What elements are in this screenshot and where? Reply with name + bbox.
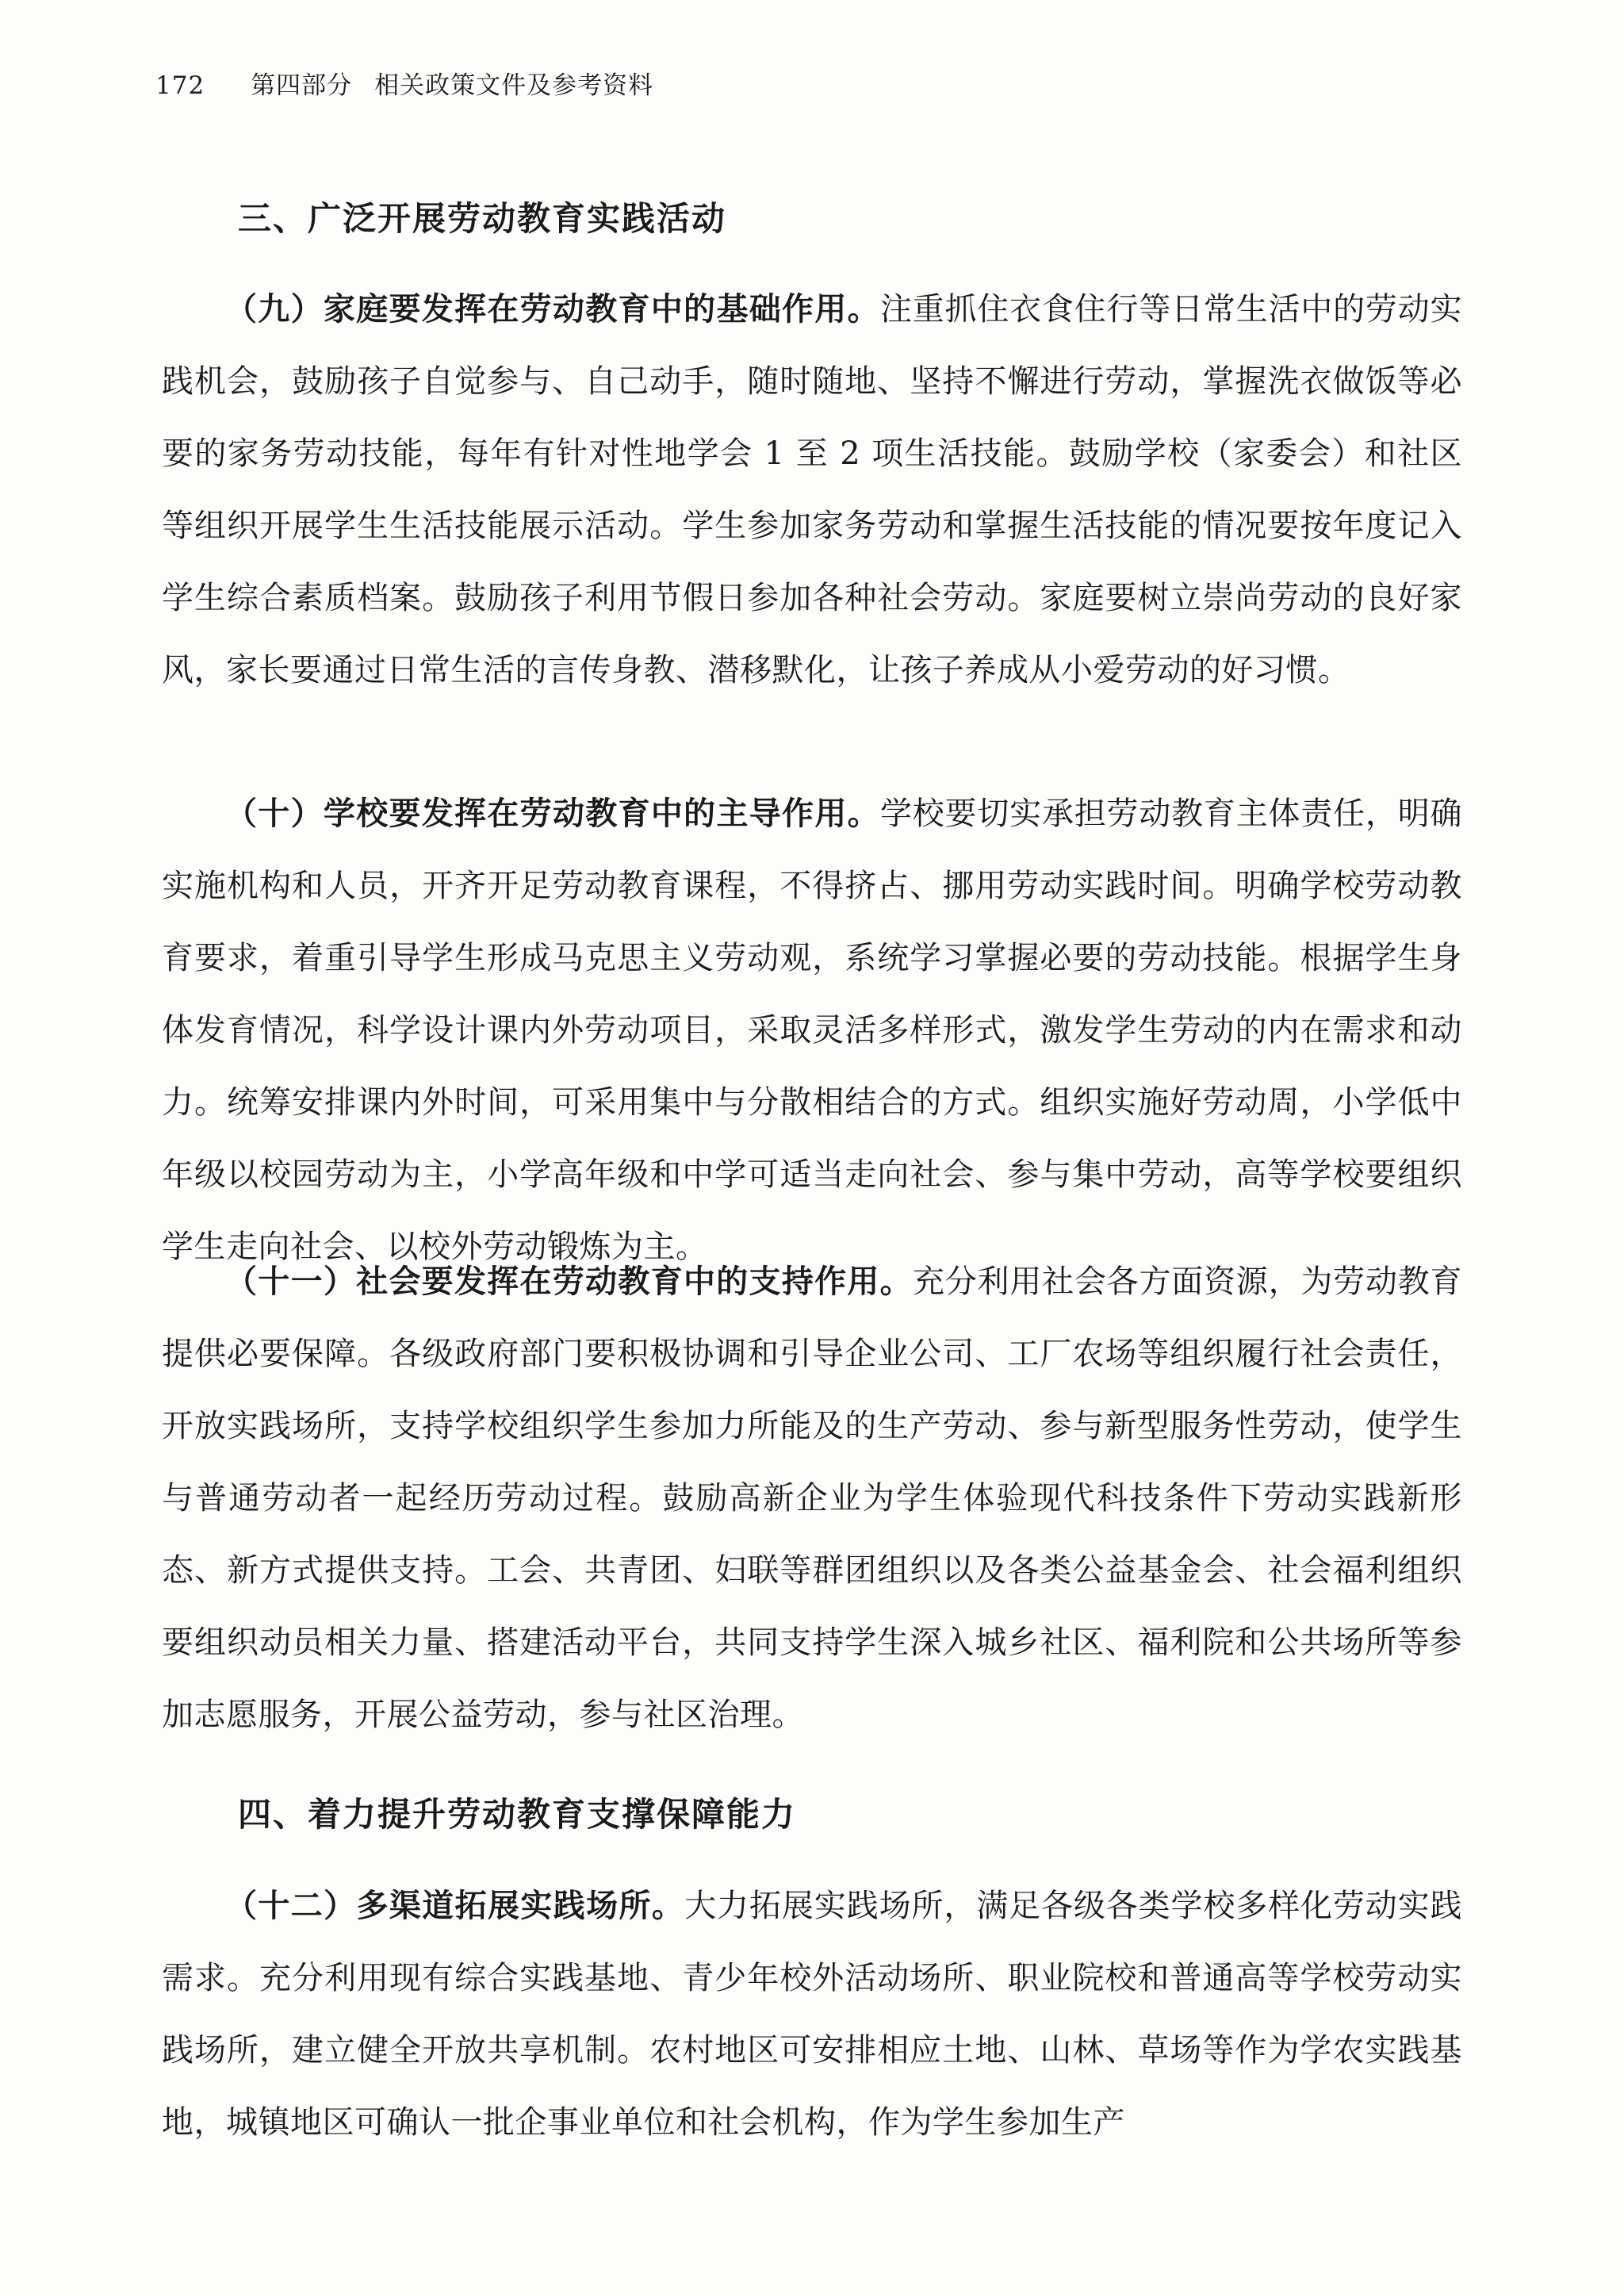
section-heading-4: 四、着力提升劳动教育支撑保障能力	[238, 1795, 797, 1834]
paragraph-11	[162, 1246, 1462, 1751]
paragraph-body: 大力拓展实践场所，满足各级各类学校多样化劳动实践需求。充分利用现有综合实践基地、青少年校外活动场所、职业院校和普通高等学校劳动实践场所，建立健全开放共享机制。农村地区可安排相应土地、山林、草场等作为学农实践基地，城镇地区可确认一批企事业单位和社会机构，作为学生参加生产	[162, 1888, 1462, 2141]
section-heading-3: 三、广泛开展劳动教育实践活动	[238, 199, 727, 238]
paragraph-lead: （九）家庭要发挥在劳动教育中的基础作用。	[225, 291, 880, 328]
paragraph-body: 充分利用社会各方面资源，为劳动教育提供必要保障。各级政府部门要积极协调和引导企业公司、工厂农场等组织履行社会责任，开放实践场所，支持学校组织学生参加力所能及的生产劳动、参与新型服务性劳动，使学生与普通劳动者一起经历劳动过程。鼓励高新企业为学生体验现代科技条件下劳动实践新形态、新方式提供支持。工会、共青团、妇联等群团组织以及各类公益基金会、社会福利组织要组织动员相关力量、搭建活动平台，共同支持学生深入城乡社区、福利院和公共场所等参加志愿服务，开展公益劳动，参与社区治理。	[162, 1263, 1463, 1733]
paragraph-lead: （十）学校要发挥在劳动教育中的主导作用。	[225, 796, 880, 832]
paragraph-10	[162, 778, 1462, 1283]
running-header	[155, 68, 653, 103]
paragraph-lead: （十二）多渠道拓展实践场所。	[225, 1888, 685, 1924]
header-title: 相关政策文件及参考资料	[374, 71, 654, 100]
paragraph-9	[162, 274, 1462, 707]
page-number: 172	[155, 71, 205, 100]
paragraph-body: 学校要切实承担劳动教育主体责任，明确实施机构和人员，开齐开足劳动教育课程，不得挤占、挪用劳动实践时间。明确学校劳动教育要求，着重引导学生形成马克思主义劳动观，系统学习掌握必要的劳动技能。根据学生身体发育情况，科学设计课内外劳动项目，采取灵活多样形式，激发学生劳动的内在需求和动力。统筹安排课内外时间，可采用集中与分散相结合的方式。组织实施好劳动周，小学低中年级以校园劳动为主，小学高年级和中学可适当走向社会、参与集中劳动，高等学校要组织学生走向社会、以校外劳动锻炼为主。	[162, 796, 1463, 1265]
paragraph-lead: （十一）社会要发挥在劳动教育中的支持作用。	[225, 1263, 913, 1300]
paragraph-body: 注重抓住衣食住行等日常生活中的劳动实践机会，鼓励孩子自觉参与、自己动手，随时随地、坚持不懈进行劳动，掌握洗衣做饭等必要的家务劳动技能，每年有针对性地学会 1 至 2 项生活技能。鼓励学校（家委会）和社区等组织开展学生生活技能展示活动。学生参加家务劳动和掌握生活技能的情况要按年度记入学生综合素质档案。鼓励孩子利用节假日参加各种社会劳动。家庭要树立崇尚劳动的良好家风，家长要通过日常生活的言传身教、潜移默化，让孩子养成从小爱劳动的好习惯。	[162, 291, 1463, 688]
paragraph-12	[162, 1870, 1462, 2159]
part-label: 第四部分	[251, 71, 353, 100]
